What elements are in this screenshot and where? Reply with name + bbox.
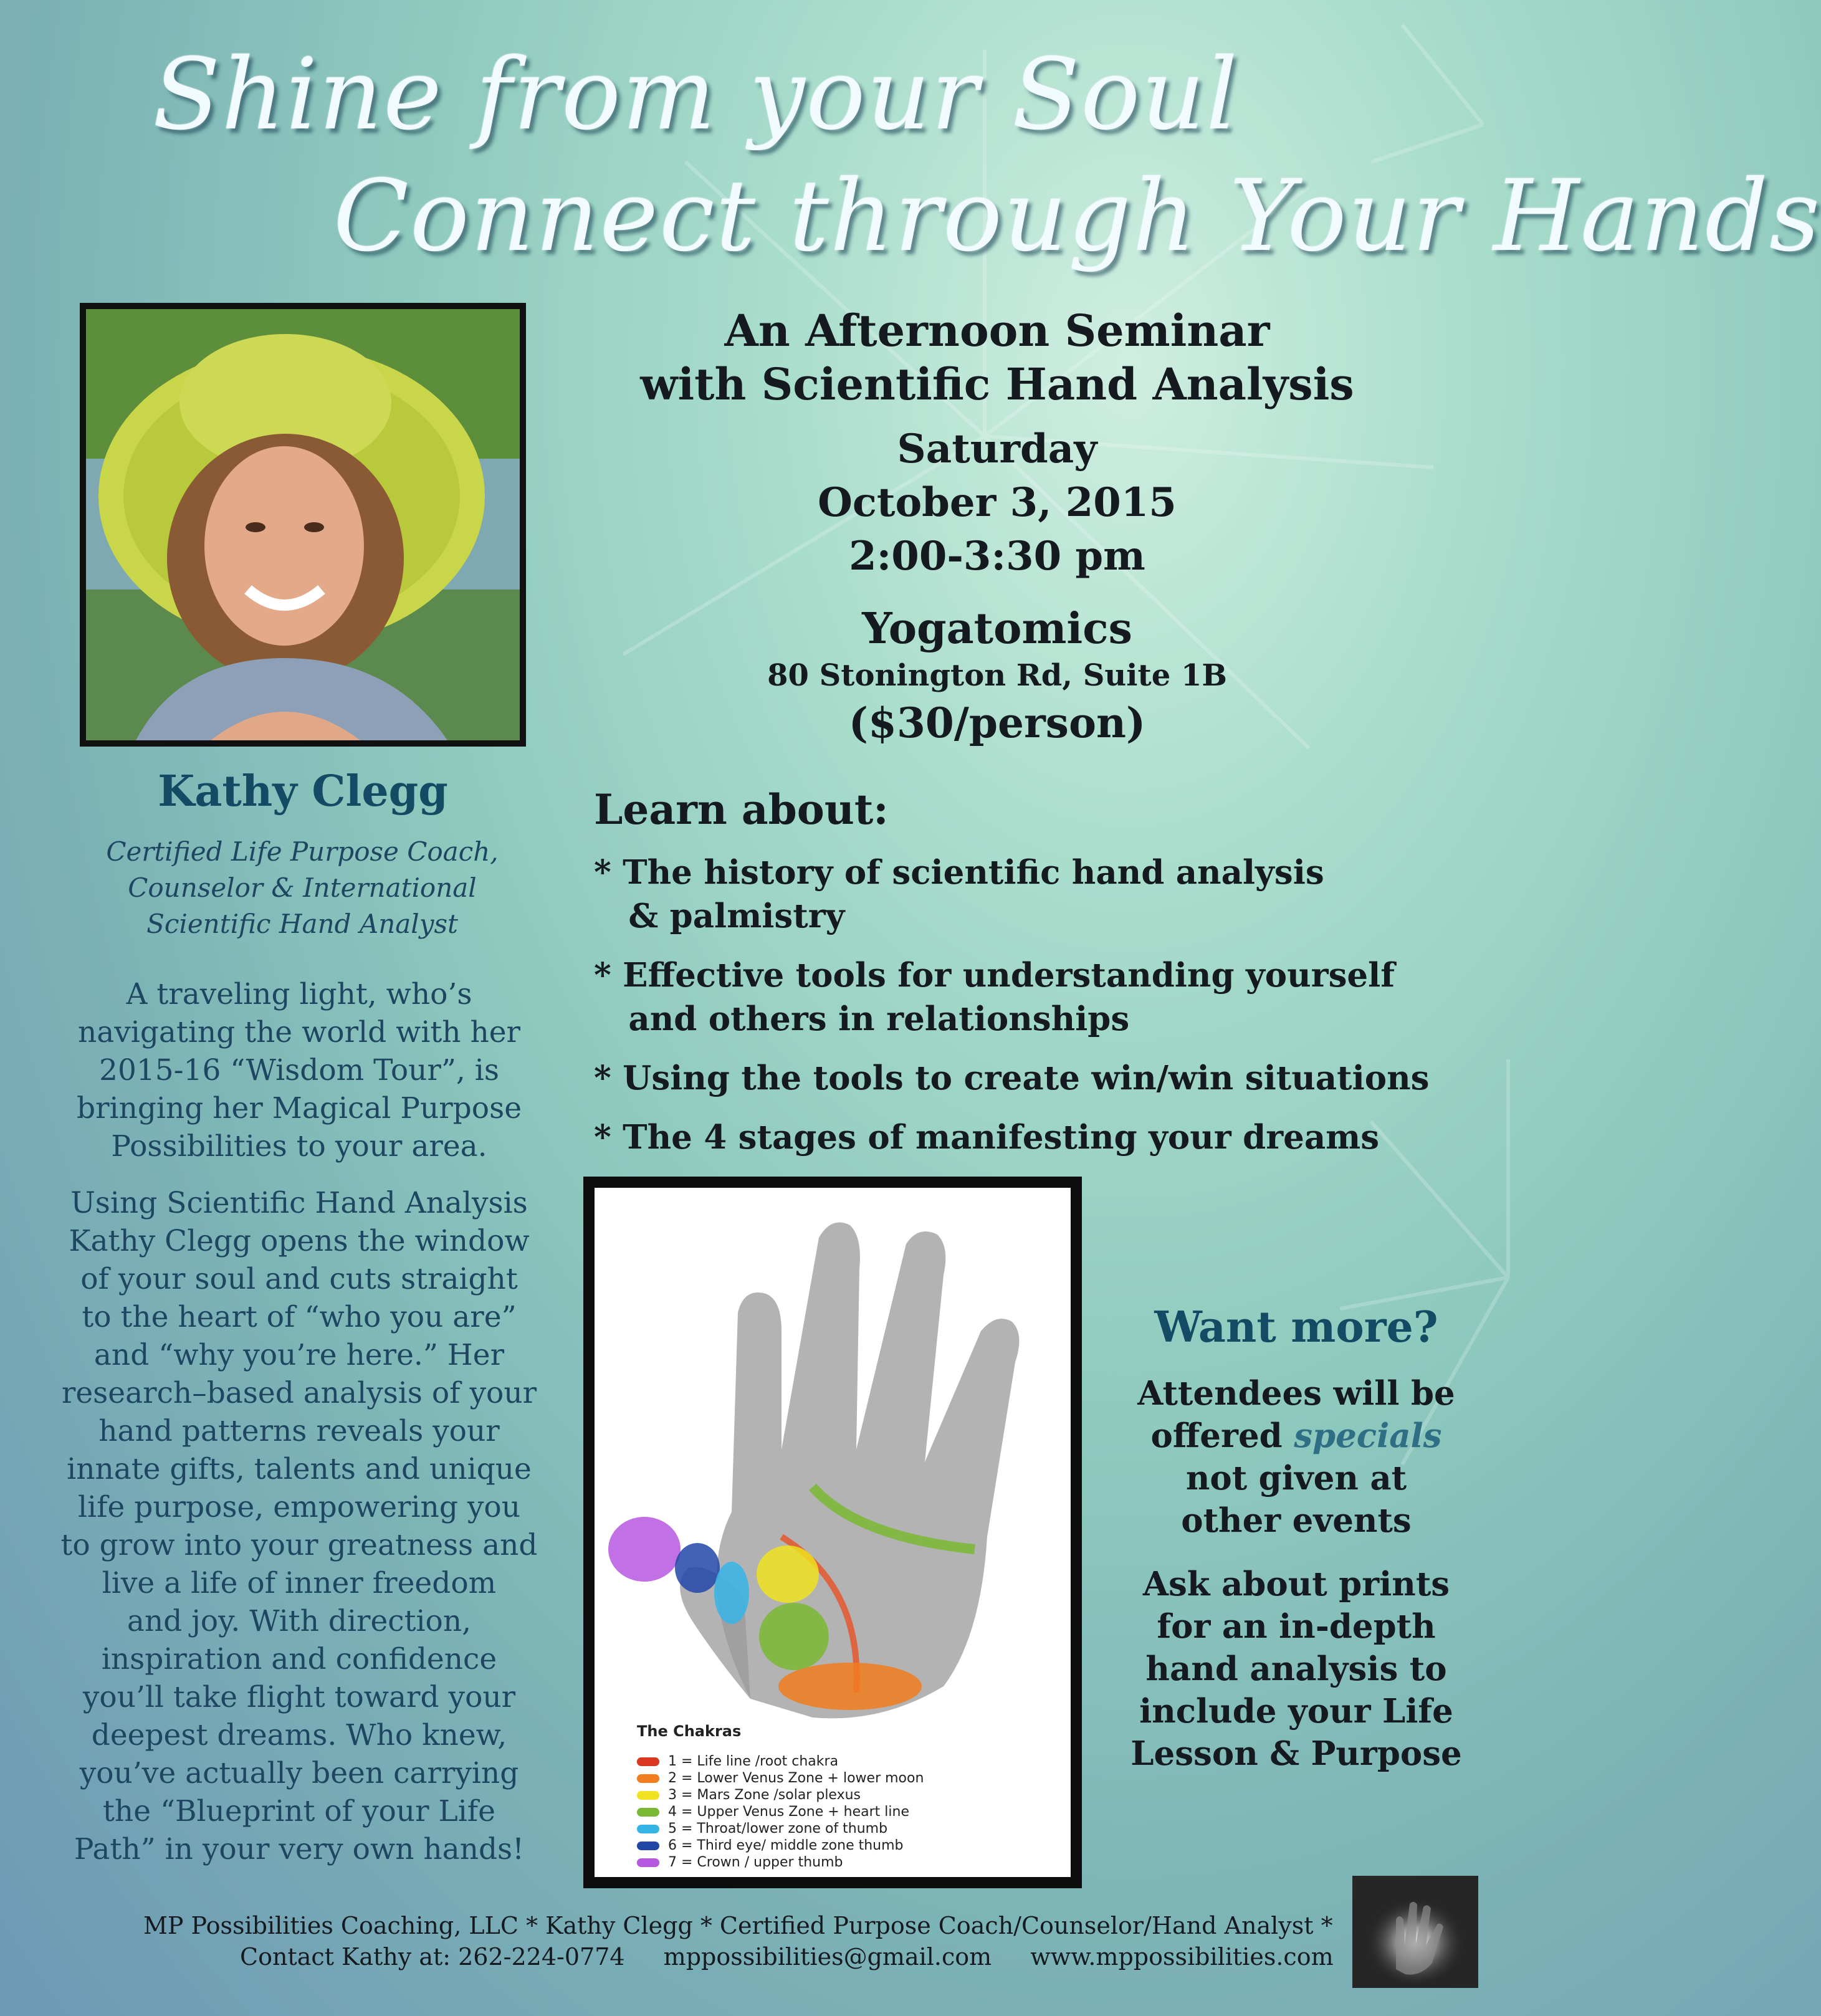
credential-line: Scientific Hand Analyst (146, 909, 458, 939)
bio-paragraph-2 (59, 1184, 539, 1868)
prints-line: Ask about prints (1142, 1565, 1450, 1603)
bio-line: navigating the world with her (77, 1015, 521, 1049)
chakra-legend-item (637, 1770, 924, 1786)
seminar-title-line-2: with Scientific Hand Analysis (640, 358, 1354, 410)
title-line-1: Shine from your Soul (153, 37, 1239, 152)
chakra-legend-label: 1 = Life line /root chakra (668, 1754, 839, 1769)
learn-item (594, 1056, 1429, 1100)
bio-line: Using Scientific Hand Analysis (70, 1186, 528, 1220)
footer-email[interactable]: mppossibilities@gmail.com (663, 1943, 992, 1971)
prints-line: Lesson & Purpose (1130, 1734, 1462, 1773)
bio-line: innate gifts, talents and unique (67, 1452, 532, 1486)
specials-emphasis: specials (1294, 1416, 1442, 1455)
credential-line: Certified Life Purpose Coach, (106, 836, 499, 867)
seminar-venue: Yogatomics (862, 604, 1132, 654)
chakra-legend-item (637, 1821, 887, 1837)
presenter-photo-frame (80, 303, 526, 747)
light-blue-dot-icon (637, 1825, 659, 1833)
red-dot-icon (637, 1757, 659, 1766)
chakra-legend (637, 1722, 1036, 1872)
learn-item (594, 851, 1429, 938)
bio-line: to the heart of “who you are” (82, 1300, 517, 1334)
footer-contact-line (240, 1941, 1334, 1972)
bio-paragraph-1 (59, 975, 539, 1165)
offer-text: offered (1150, 1416, 1294, 1455)
chakra-legend-label: 3 = Mars Zone /solar plexus (668, 1787, 861, 1803)
chakra-legend-label: 2 = Lower Venus Zone + lower moon (668, 1770, 924, 1786)
prints-offer (1097, 1563, 1496, 1775)
learn-item-line: & palmistry (594, 897, 845, 935)
learn-item-line: * The history of scientific hand analysis (594, 853, 1324, 892)
prints-line: hand analysis to (1145, 1650, 1447, 1688)
presenter-name: Kathy Clegg (158, 767, 448, 816)
bio-line: of your soul and cuts straight (80, 1262, 518, 1296)
seminar-title-line-1: An Afternoon Seminar (724, 305, 1270, 356)
chakra-legend-label: 7 = Crown / upper thumb (668, 1855, 843, 1870)
learn-list (594, 851, 1429, 1159)
seminar-time: 2:00-3:30 pm (849, 533, 1145, 580)
bio-line: to grow into your greatness and (60, 1528, 538, 1562)
chakra-hand-diagram (595, 1188, 1071, 1877)
footer-company-line: MP Possibilities Coaching, LLC * Kathy Clegg * Certified Purpose Coach/Counselor/Hand Analyst * (143, 1912, 1333, 1939)
seminar-details (561, 304, 1433, 750)
chakra-legend-label: 5 = Throat/lower zone of thumb (668, 1821, 888, 1837)
want-more-offer (1097, 1372, 1496, 1542)
learn-item (594, 1115, 1429, 1159)
footer-website[interactable]: www.mppossibilities.com (1030, 1943, 1334, 1971)
offer-line: not given at (1185, 1459, 1407, 1498)
prints-line: for an in-depth (1157, 1607, 1436, 1646)
bio-line: 2015-16 “Wisdom Tour”, is (99, 1053, 499, 1087)
seminar-price: ($30/person) (848, 699, 1146, 747)
presenter-portrait-illustration (86, 309, 520, 740)
want-more-heading: Want more? (1154, 1302, 1438, 1352)
bio-line: deepest dreams. Who knew, (91, 1718, 507, 1752)
bio-line: the “Blueprint of your Life (103, 1794, 495, 1828)
presenter-credentials (62, 834, 542, 942)
offer-line (1097, 1415, 1496, 1457)
offer-line: Attendees will be (1137, 1374, 1455, 1413)
bio-line: Possibilities to your area. (111, 1129, 487, 1163)
dark-blue-dot-icon (637, 1842, 659, 1850)
bio-line: Path” in your very own hands! (74, 1832, 525, 1866)
bio-line: you’ve actually been carrying (79, 1756, 519, 1790)
green-dot-icon (637, 1808, 659, 1817)
footer-phone: Contact Kathy at: 262-224-0774 (240, 1943, 625, 1971)
bio-line: life purpose, empowering you (78, 1490, 520, 1524)
bio-line: research–based analysis of your (61, 1376, 537, 1410)
seminar-date: October 3, 2015 (818, 479, 1177, 526)
credential-line: Counselor & International (128, 872, 477, 903)
learn-item-line: and others in relationships (594, 1000, 1130, 1038)
chakra-legend-label: 4 = Upper Venus Zone + heart line (668, 1804, 909, 1820)
bio-line: live a life of inner freedom (102, 1566, 497, 1600)
chakra-legend-title: The Chakras (637, 1722, 742, 1740)
chakra-legend-item (637, 1787, 861, 1803)
learn-item-line: * Effective tools for understanding yourself (594, 956, 1395, 995)
mp-possibilities-logo (1352, 1876, 1478, 1988)
chakra-legend-item (637, 1754, 838, 1769)
chakra-legend-label: 6 = Third eye/ middle zone thumb (668, 1838, 904, 1853)
presenter-photo (86, 309, 520, 740)
bio-line: hand patterns reveals your (98, 1414, 500, 1448)
bio-line: Kathy Clegg opens the window (69, 1224, 530, 1258)
offer-line: other events (1181, 1501, 1412, 1540)
bio-line: A traveling light, who’s (126, 977, 472, 1011)
bio-line: and joy. With direction, (127, 1604, 472, 1638)
chakra-legend-item (637, 1804, 909, 1820)
chakra-legend-item (637, 1838, 904, 1853)
prints-line: include your Life (1139, 1692, 1453, 1731)
bio-line: you’ll take flight toward your (82, 1680, 516, 1714)
seminar-day: Saturday (897, 426, 1097, 472)
learn-item-line: * The 4 stages of manifesting your dreams (594, 1118, 1380, 1157)
learn-item-line: * Using the tools to create win/win situations (594, 1059, 1430, 1097)
bio-line: bringing her Magical Purpose (76, 1091, 522, 1125)
chakra-hand-diagram-frame (583, 1177, 1082, 1888)
bio-line: and “why you’re here.” Her (93, 1338, 505, 1372)
title-line-2: Connect through Your Hands (333, 159, 1821, 274)
orange-dot-icon (637, 1774, 659, 1783)
purple-dot-icon (637, 1858, 659, 1867)
bio-line: inspiration and confidence (101, 1642, 497, 1676)
glowing-hand-logo-icon (1352, 1876, 1478, 1988)
seminar-address: 80 Stonington Rd, Suite 1B (767, 658, 1227, 693)
learn-heading: Learn about: (594, 785, 889, 834)
learn-item (594, 953, 1429, 1041)
yellow-dot-icon (637, 1791, 659, 1800)
chakra-legend-item (637, 1855, 843, 1870)
